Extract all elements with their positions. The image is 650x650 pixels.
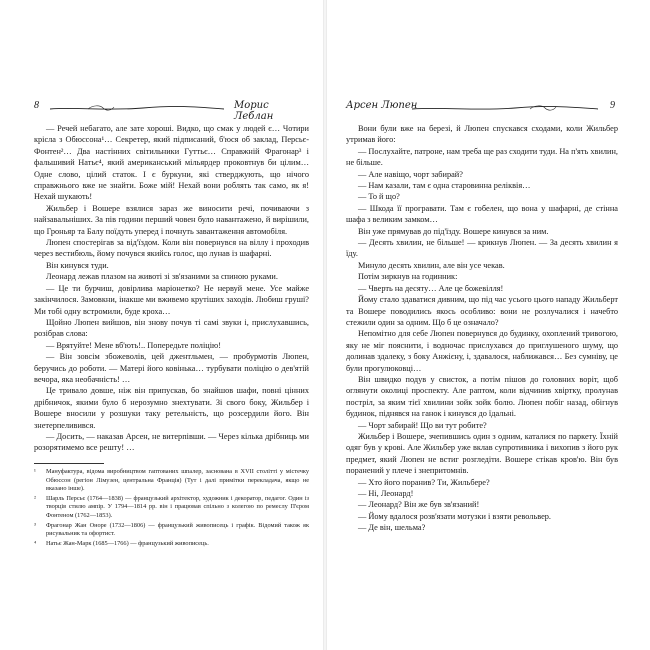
paragraph: — Речей небагато, але зате хороші. Видко, що смак у людей є… Чотири крісла з Обюссона¹… Секретер, який підписаний, б'юся об заклад, Персьє-Фонтен²… Два настінних світильники Гуттьє… Справжній Фрагонар³ і фальшивий Натьє⁴, який американський мільярдер проковтнув би цілим… Одне слово, цілий статок. І є буркуни, які стверджують, що нічого справжнього вже не знайти. Боже мій! Нехай вони роблять так само, як я! Нехай шукають! [34,124,309,202]
paragraph: Щойно Люпен вийшов, він знову почув ті самі звуки і, прислухавшись, розібрав слова: [34,317,309,339]
footnote-number: ³ [34,521,36,529]
paragraph: — Врятуйте! Мене вб'ють!.. Попередьте поліцію! [46,340,221,350]
paragraph: Потім зиркнув на годинник: [358,272,458,282]
paragraph: Він уже прямував до під'їзду. Вошере кинувся за ним. [358,226,549,236]
paragraph: — Чорт забирай! Що ви тут робите? [358,420,487,430]
paragraph: — Десять хвилин, не більше! — крикнув Люпен. — За десять хвилин я їду. [346,238,618,259]
paragraph: — Йому вдалося розв'язати мотузки і взяти револьвер. [358,511,552,521]
paragraph: — Це ти бурчиш, довірлива маріонетко? Не нервуй мене. Усе майже закінчилося. Замовкни, інакше ми вживемо крутіших заходів. Любиш груші? Ми тобі одну встромили, буде кроха… [34,283,309,316]
paragraph: — Ні, Леонард! [358,489,414,498]
ornament-swash-icon [48,102,226,114]
paragraph: Він швидко подув у свисток, а потім пішов до головних воріт, щоб оглянути околиці проспекту. Але раптом, коли відчинив хвіртку, пролунав постріл, за яким тієї хвилини зойк зойк болю. Люпен побіг назад, обігнув будинок, піднявся на ганок і кинувся до їдальні. [346,374,618,419]
paragraph: Йому стало здаватися дивним, що під час усього цього нападу Жильберт та Вошере поводились якось особливо: вони не розлучалися і начебто стежили один за одним. Що б це означало? [346,295,618,327]
paragraph: — Послухайте, патроне, нам треба ще раз сходити туди. На п'ять хвилин, не більше. [346,146,618,168]
paragraph: — Де він, шельма? [358,523,426,533]
footnote-number: ² [34,494,36,502]
right-page [325,0,650,650]
paragraph: — Нам казали, там є одна старовинна релiквiя… [358,181,531,191]
right-page-body [346,123,618,534]
footnote [34,495,309,521]
paragraph: — То й що? [358,192,400,202]
left-running-title: Морис Леблан [234,100,274,122]
paragraph: — Хто його поранив? Ти, Жильбере? [358,477,490,487]
left-page-header [34,100,309,122]
paragraph: Жильбер і Вошере, зчепившись один з одним, каталися по паркету. Їхній одяг був у крові. Але Жильбер уже вклав супротивника і вихопив з його рук предмет, який Люпен не встиг розгледіти. Вошере стікав кров'ю. Він був поранений у плече і знепритомнів. [346,431,618,476]
left-page-body [34,123,309,454]
paragraph: — Чверть на десяту… Але це божевілля! [358,283,504,293]
paragraph: Непомітно для себе Люпен повернувся до будинку, охоплений тривогою, яку не міг пояснити, і водночас прислухався до приглушеного шуму, що долинав здалеку, з боку Анжієну, і, здавалося, наближався… Без сумніву, це були прогулюковці… [346,329,618,373]
right-running-title: Арсен Люпен [346,100,418,111]
paragraph: — Леонард? Він же був зв'язаний! [358,500,480,510]
paragraph: — Шкода її програвати. Там є гобелен, що вона у шафарні, де стінна шафа з великим замком… [346,203,618,225]
paragraph: Він кинувся туди. [46,260,109,270]
paragraph: Люпен спостерігав за від'їздом. Коли він повернувся на віллу і проходив через вестибюль, йому почувся якийсь голос, що лунав із шафарні. [34,238,309,259]
footnote [34,540,309,549]
right-page-header [346,100,618,118]
footnote-text: Мануфактура, відома виробництвом гаптованих шпалер, заснована в XVII столітті у містечку Обюссон (регіон Лімузен, центральна Франція) (Тут і далі примітки перекладача, якщо не вказано інше). [46,468,309,493]
footnote-number: ⁴ [34,539,37,547]
paragraph: Це тривало довше, ніж він припускав, бо знайшов шафи, повні цінних дрібничок, якими було б нерозумно знехтувати. Зі свого боку, Жильбер і Вошере вносили у розшуки таку ретельність, що розсердили його. Він знетерпеливився. [34,386,309,430]
ornament-swash-icon [410,102,600,114]
footnotes [34,468,309,549]
footnote-divider [34,463,104,464]
paragraph: Жильбер і Вошере взялися зараз же виносити речі, почиваючи з найзавальніших. За пів години перший човен було навантажено, й вирішили, що Гроньяр та Балу поїдуть уперед і почнуть завантаження автомобіля. [34,203,309,236]
footnote-text: Фрагонар Жан Оноре (1732—1806) — французький живописець і графік. Відомий також як рисувальник та офортист. [46,521,309,538]
footnote-number: ¹ [34,468,36,475]
footnote [34,522,309,539]
footnote-text: Натьє Жан-Марк (1685—1766) — французький живописець. [46,539,209,547]
right-page-number: 9 [610,100,615,111]
paragraph: Минуло десять хвилин, але він усе чекав. [358,260,505,270]
paragraph: — Досить, — наказав Арсен, не витерпівши. — Через кілька дрібниць ми розорятимемо все решту! … [34,431,309,453]
paragraph: — Але навіщо, чорт забирай? [358,169,463,179]
paragraph: — Він зовсім збожеволів, цей джентльмен, — пробурмотів Люпен, беручись до роботи. — Матері його ковінька… турбувати поліцію о дев'ятій вечора, яка необачність! … [34,352,309,384]
paragraph: Вони були вже на березі, й Люпен спускався сходами, коли Жильбер утримав його: [346,124,618,145]
footnote [34,468,309,494]
footnote-text: Шарль Персьє (1764—1838) — французький архітектор, художник і декоратор, педагог. Один із творців стилю ампір. У 1794—1814 рр. він і працював спільно з колегою по ремеслу П'єром Фонтеном (1762—1853). [46,494,309,519]
left-page-number: 8 [34,100,39,111]
paragraph: Леонард лежав плазом на животі зі зв'язаними за спиною руками. [46,272,278,282]
